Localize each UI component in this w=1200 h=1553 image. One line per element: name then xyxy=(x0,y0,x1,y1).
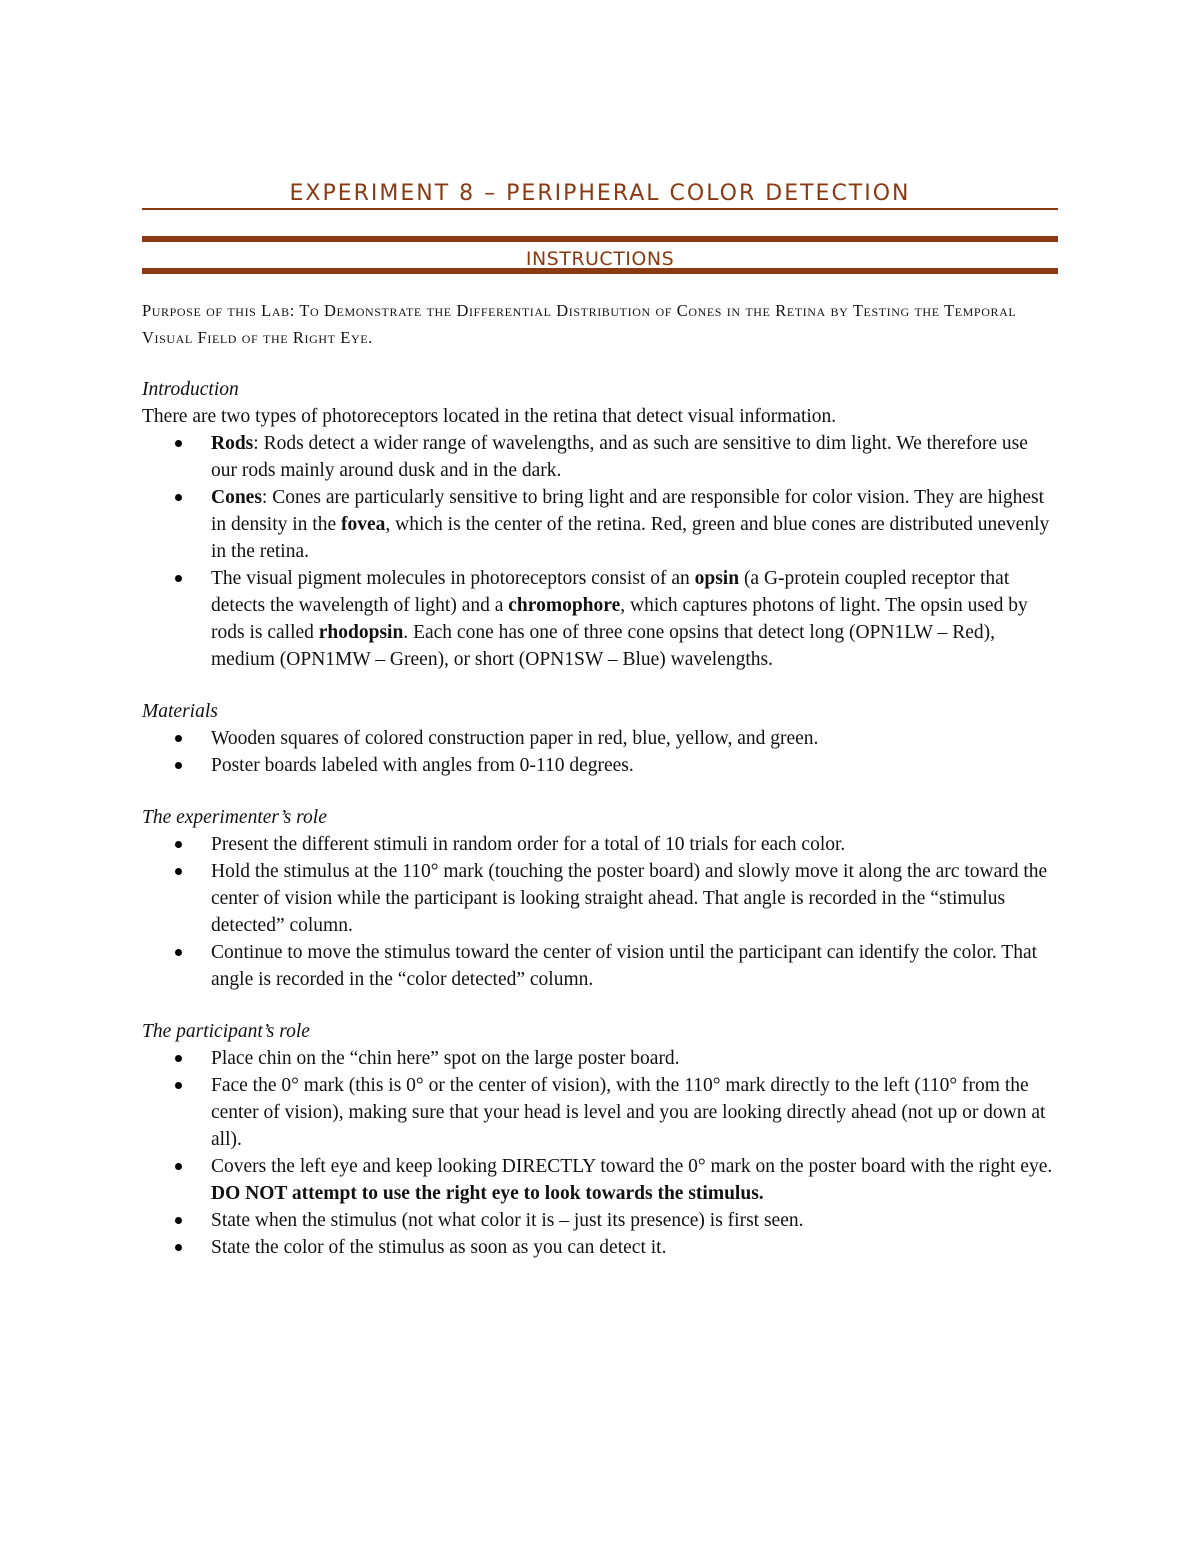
list-item xyxy=(142,1207,1058,1234)
participant-item-text: Place chin on the “chin here” spot on the large poster board. xyxy=(211,1048,680,1069)
bullet-icon xyxy=(175,762,182,769)
experimenter-item-text: Present the different stimuli in random order for a total of 10 trials for each color. xyxy=(211,834,846,855)
bullet-icon xyxy=(175,494,182,501)
introduction-list xyxy=(142,430,1058,673)
introduction-heading: Introduction xyxy=(142,379,239,400)
list-item xyxy=(142,831,1058,858)
materials-item-text: Wooden squares of colored construction paper in red, blue, yellow, and green. xyxy=(211,728,819,749)
term-cones: Cones xyxy=(211,487,262,508)
materials-list xyxy=(142,725,1058,779)
list-item xyxy=(142,939,1058,993)
pigment-text-b: (a G-protein coupled receptor that detects the wavelength of light) and a xyxy=(211,568,1010,616)
document-body xyxy=(142,297,1058,1261)
term-opsin: opsin xyxy=(694,568,740,589)
bullet-icon xyxy=(175,841,182,848)
materials-item-text: Poster boards labeled with angles from 0-110 degrees. xyxy=(211,755,634,776)
bullet-icon xyxy=(175,440,182,447)
introduction-lead: There are two types of photoreceptors located in the retina that detect visual information. xyxy=(142,406,837,427)
pigment-text-c: , which captures photons of light. The opsin used by rods is called xyxy=(211,595,1028,643)
list-item xyxy=(142,1234,1058,1261)
participant-item-text: Covers the left eye and keep looking DIRECTLY toward the 0° mark on the poster board with the right eye. xyxy=(211,1156,1053,1177)
list-item-cones xyxy=(142,484,1058,565)
materials-section xyxy=(142,698,1058,779)
experimenter-section xyxy=(142,804,1058,993)
participant-list xyxy=(142,1045,1058,1261)
bullet-icon xyxy=(175,1082,182,1089)
subtitle-top-rule xyxy=(142,236,1058,242)
bullet-icon xyxy=(175,949,182,956)
purpose-statement xyxy=(142,297,1058,351)
experimenter-item-text: Continue to move the stimulus toward the center of vision until the participant can identify the color. That angle is recorded in the “color detected” column. xyxy=(211,942,1038,990)
experimenter-list xyxy=(142,831,1058,993)
participant-heading: The participant’s role xyxy=(142,1021,310,1042)
instructions-heading: INSTRUCTIONS xyxy=(525,248,675,270)
rods-description: : Rods detect a wider range of wavelengths, and as such are sensitive to dim light. We therefore use our rods mainly around dusk and in the dark. xyxy=(211,433,1028,481)
term-rods: Rods xyxy=(211,433,254,454)
bullet-icon xyxy=(175,1217,182,1224)
list-item xyxy=(142,725,1058,752)
cones-description-a: : Cones are particularly sensitive to bring light and are responsible for color vision. They are highest in density in the xyxy=(211,487,1045,535)
term-fovea: fovea xyxy=(341,514,386,535)
term-rhodopsin: rhodopsin xyxy=(318,622,404,643)
experimenter-heading: The experimenter’s role xyxy=(142,807,327,828)
materials-heading: Materials xyxy=(142,701,218,722)
list-item-pigment xyxy=(142,565,1058,673)
bullet-icon xyxy=(175,1163,182,1170)
participant-item-text: Face the 0° mark (this is 0° or the center of vision), with the 110° mark directly to the left (110° from the center of vision), making sure that your head is level and you are looking directly ahead (not up or down at all). xyxy=(211,1075,1046,1150)
purpose-label: Purpose of this Lab: xyxy=(142,301,295,320)
experimenter-item-text: Hold the stimulus at the 110° mark (touching the poster board) and slowly move it along the arc toward the center of vision while the participant is looking straight ahead. That angle is recorded in the “stimulus detected” column. xyxy=(211,861,1048,936)
pigment-text-a: The visual pigment molecules in photoreceptors consist of an xyxy=(211,568,695,589)
bullet-icon xyxy=(175,1055,182,1062)
cones-description-b: , which is the center of the retina. Red, green and blue cones are distributed unevenly in the retina. xyxy=(211,514,1050,562)
bullet-icon xyxy=(175,575,182,582)
subtitle-bottom-rule xyxy=(142,268,1058,274)
purpose-text: To Demonstrate the Differential Distribution of Cones in the Retina by Testing the Temporal Visual Field of the Right Eye. xyxy=(142,301,1017,347)
participant-warning: DO NOT attempt to use the right eye to look towards the stimulus. xyxy=(211,1183,764,1204)
title-underline xyxy=(142,208,1058,210)
list-item xyxy=(142,1045,1058,1072)
bullet-icon xyxy=(175,735,182,742)
list-item xyxy=(142,858,1058,939)
participant-item-text: State when the stimulus (not what color it is – just its presence) is first seen. xyxy=(211,1210,804,1231)
bullet-icon xyxy=(175,1244,182,1251)
list-item xyxy=(142,1072,1058,1153)
participant-item-text: State the color of the stimulus as soon as you can detect it. xyxy=(211,1237,667,1258)
bullet-icon xyxy=(175,868,182,875)
list-item xyxy=(142,1153,1058,1207)
document-title: EXPERIMENT 8 – PERIPHERAL COLOR DETECTION xyxy=(289,181,911,206)
pigment-text-d: . Each cone has one of three cone opsins that detect long (OPN1LW – Red), medium (OPN1MW – Green), or short (OPN1SW – Blue) wavelengths. xyxy=(211,622,995,670)
list-item-rods xyxy=(142,430,1058,484)
list-item xyxy=(142,752,1058,779)
term-chromophore: chromophore xyxy=(508,595,621,616)
introduction-section xyxy=(142,376,1058,673)
participant-section xyxy=(142,1018,1058,1261)
